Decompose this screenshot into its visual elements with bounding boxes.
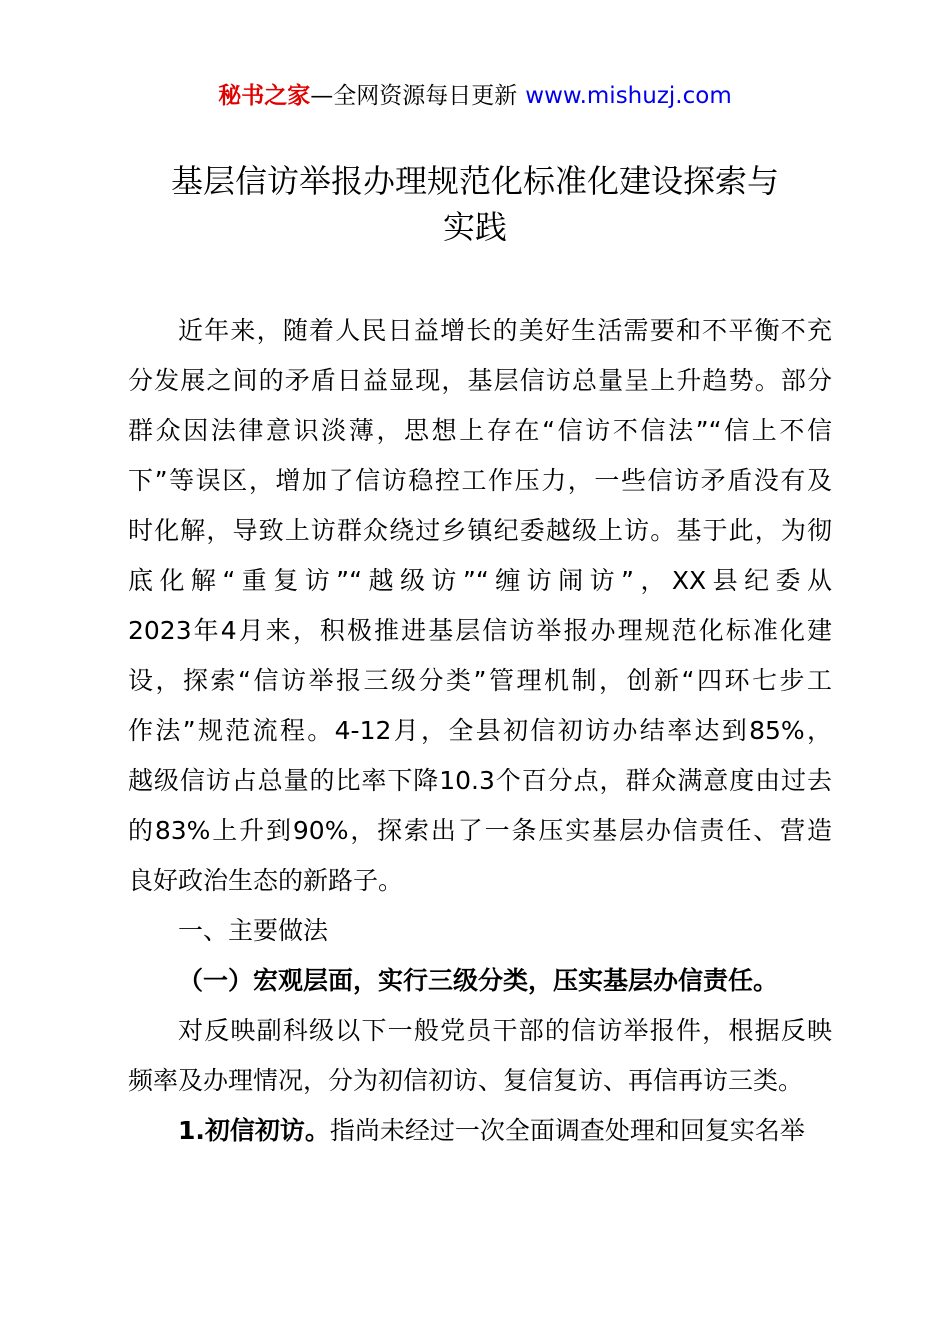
- paragraph-line: 的83%上升到90%，探索出了一条压实基层办信责任、营造: [128, 816, 832, 845]
- site-url-link[interactable]: www.mishuzj.com: [525, 83, 732, 109]
- paragraph-intro: [128, 306, 832, 906]
- document-body: [128, 306, 832, 1156]
- section-heading: 一、主要做法: [178, 916, 329, 945]
- header-dash: —: [310, 83, 334, 109]
- paragraph-classification: [128, 1006, 832, 1106]
- item-label: 1.初信初访。: [178, 1116, 330, 1145]
- title-line-1: 基层信访举报办理规范化标准化建设探索与: [170, 162, 779, 200]
- paragraph-line: 下”等误区，增加了信访稳控工作压力，一些信访矛盾没有及: [128, 466, 832, 495]
- paragraph-line: 越级信访占总量的比率下降10.3个百分点，群众满意度由过去: [128, 766, 832, 795]
- item-first-petition: [128, 1106, 832, 1156]
- subsection-heading: （一）宏观层面，实行三级分类，压实基层办信责任。: [178, 966, 779, 995]
- document-title: [128, 158, 822, 250]
- paragraph-line: 近年来，随着人民日益增长的美好生活需要和不平衡不充: [178, 316, 832, 345]
- paragraph-line: 对反映副科级以下一般党员干部的信访举报件，根据反映: [178, 1016, 832, 1045]
- paragraph-line: 2023年4月来，积极推进基层信访举报办理规范化标准化建: [128, 616, 832, 645]
- site-header: [0, 80, 950, 112]
- site-tagline: 全网资源每日更新: [333, 83, 518, 109]
- paragraph-line: 时化解，导致上访群众绕过乡镇纪委越级上访。基于此，为彻: [128, 516, 832, 545]
- paragraph-line: 良好政治生态的新路子。: [128, 866, 404, 895]
- paragraph-line: 群众因法律意识淡薄，思想上存在“信访不信法”“信上不信: [128, 416, 832, 445]
- title-line-2: 实践: [442, 208, 507, 246]
- paragraph-line: 作法”规范流程。4-12月，全县初信初访办结率达到85%，: [128, 716, 832, 745]
- paragraph-line: 分发展之间的矛盾日益显现，基层信访总量呈上升趋势。部分: [128, 366, 832, 395]
- paragraph-line: 频率及办理情况，分为初信初访、复信复访、再信再访三类。: [128, 1066, 804, 1095]
- paragraph-line: 底化解“重复访”“越级访”“缠访闹访”，XX县纪委从: [128, 566, 832, 595]
- paragraph-line: 设，探索“信访举报三级分类”管理机制，创新“四环七步工: [128, 666, 832, 695]
- item-text: 指尚未经过一次全面调查处理和回复实名举: [329, 1116, 805, 1145]
- site-brand: 秘书之家: [218, 83, 311, 109]
